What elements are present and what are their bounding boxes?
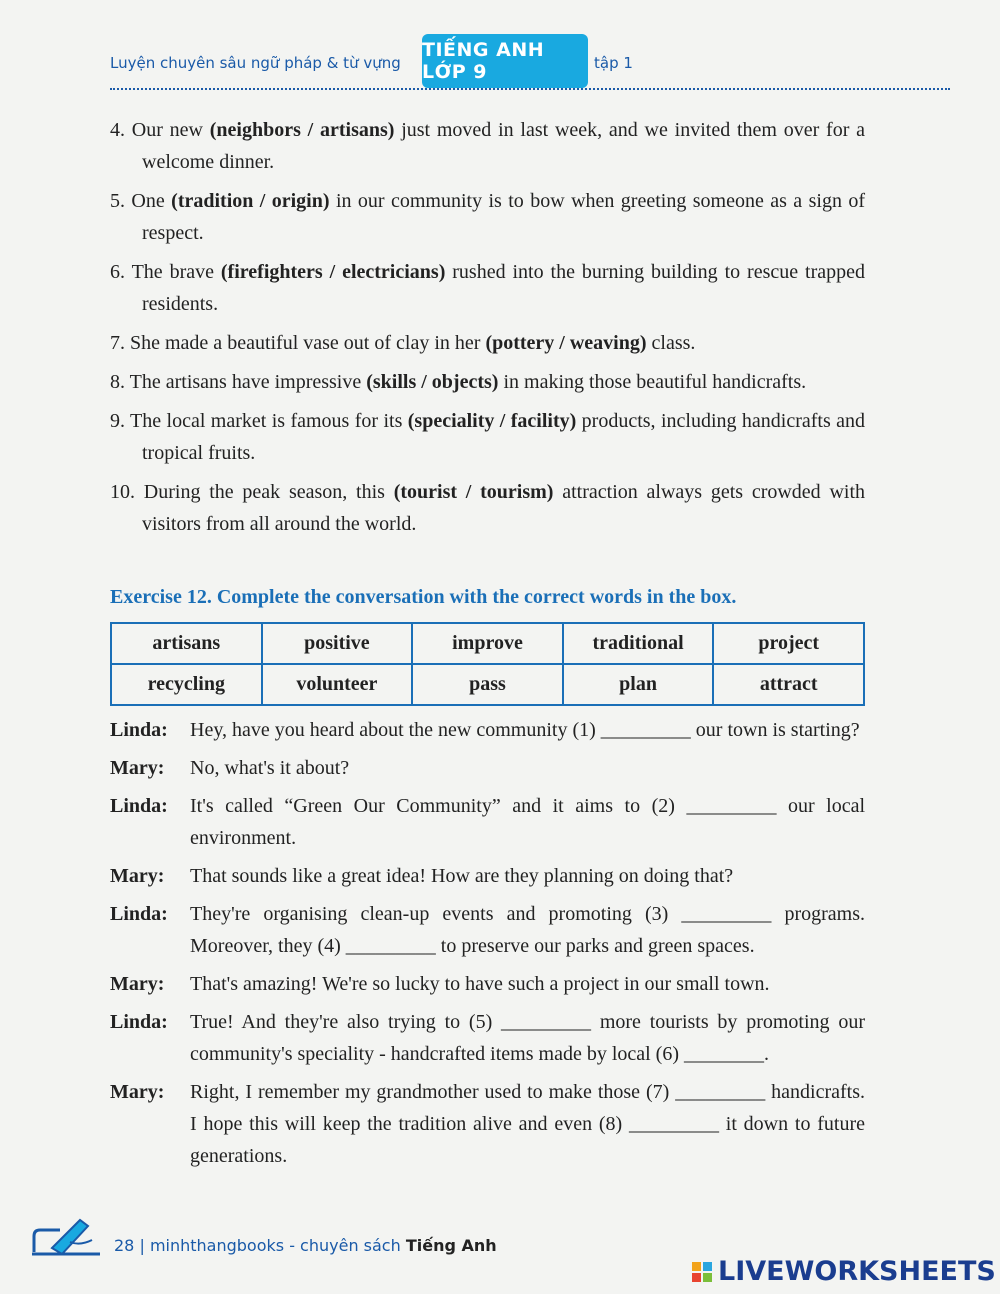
item-number: 4. <box>110 119 125 141</box>
footer-text <box>114 1236 497 1255</box>
dialogue-text: It's called “Green Our Community” and it aims to (2) _________ our local environment. <box>190 795 865 849</box>
dialogue-turn <box>110 860 865 892</box>
book-subtitle: Luyện chuyên sâu ngữ pháp & từ vựng <box>110 54 401 72</box>
dialogue-turn <box>110 1006 865 1070</box>
dialogue-text: That sounds like a great idea! How are they planning on doing that? <box>190 865 734 887</box>
exercise-item <box>110 327 865 359</box>
item-choices[interactable]: (firefighters / electricians) <box>220 261 446 283</box>
item-number: 5. <box>110 190 125 212</box>
dialogue-turn <box>110 714 865 746</box>
watermark-text: LIVEWORKSHEETS <box>718 1256 996 1287</box>
dialogue-text: No, what's it about? <box>190 757 350 779</box>
word-cell: plan <box>563 664 714 705</box>
exercise-title: Exercise 12. Complete the conversation with the correct words in the box. <box>110 586 737 608</box>
item-choices[interactable]: (neighbors / artisans) <box>209 119 395 141</box>
liveworksheets-logo-icon <box>692 1262 712 1282</box>
item-text: in making those beautiful handicrafts. <box>498 371 807 393</box>
item-text: in our community is to bow when greeting someone as a sign of respect. <box>142 190 866 244</box>
speaker-label: Mary: <box>110 865 165 887</box>
item-text: Our new <box>131 119 210 141</box>
item-number: 8. <box>110 371 125 393</box>
item-text: She made a beautiful vase out of clay in her <box>130 332 486 354</box>
item-text: products, including handicrafts and tropical fruits. <box>142 410 866 464</box>
conversation <box>110 714 865 1178</box>
item-text: The local market is famous for its <box>130 410 408 432</box>
speaker-label: Linda: <box>110 903 168 925</box>
item-text: attraction always gets crowded with visitors from all around the world. <box>142 481 866 535</box>
item-text: One <box>131 190 172 212</box>
word-row <box>111 623 864 664</box>
speaker-label: Linda: <box>110 795 168 817</box>
exercise-item <box>110 114 865 178</box>
word-cell: attract <box>713 664 864 705</box>
item-number: 10. <box>110 481 135 503</box>
item-text: class. <box>646 332 696 354</box>
dialogue-text: Hey, have you heard about the new community (1) _________ our town is starting? <box>190 719 860 741</box>
item-choices[interactable]: (skills / objects) <box>366 371 499 393</box>
item-text: The brave <box>131 261 221 283</box>
exercise-item <box>110 476 865 540</box>
item-choices[interactable]: (speciality / facility) <box>407 410 577 432</box>
word-cell: project <box>713 623 864 664</box>
speaker-label: Linda: <box>110 719 168 741</box>
dialogue-text: They're organising clean-up events and promoting (3) _________ programs. Moreover, they (4) _________ to preserve our parks and green spaces. <box>190 903 865 957</box>
word-cell: pass <box>412 664 563 705</box>
exercise-items <box>110 114 865 547</box>
dialogue-text: That's amazing! We're so lucky to have such a project in our small town. <box>190 973 770 995</box>
exercise-item <box>110 405 865 469</box>
item-text: During the peak season, this <box>143 481 394 503</box>
item-text: The artisans have impressive <box>129 371 367 393</box>
word-cell: positive <box>262 623 413 664</box>
word-cell: recycling <box>111 664 262 705</box>
speaker-label: Mary: <box>110 757 165 779</box>
item-number: 6. <box>110 261 125 283</box>
subject-name: Tiếng Anh <box>405 1236 497 1255</box>
item-text: rushed into the burning building to rescue trapped residents. <box>142 261 865 315</box>
item-number: 9. <box>110 410 125 432</box>
dialogue-text: True! And they're also trying to (5) _________ more tourists by promoting our community's speciality - handcrafted items made by local (6) ________. <box>190 1011 865 1065</box>
word-cell: improve <box>412 623 563 664</box>
item-text: just moved in last week, and we invited them over for a welcome dinner. <box>142 119 866 173</box>
item-choices[interactable]: (tourist / tourism) <box>393 481 554 503</box>
word-cell: volunteer <box>262 664 413 705</box>
item-choices[interactable]: (tradition / origin) <box>171 190 330 212</box>
dialogue-turn <box>110 898 865 962</box>
liveworksheets-watermark <box>692 1256 996 1287</box>
dialogue-turn <box>110 790 865 854</box>
page-number: 28 <box>114 1236 135 1255</box>
exercise-item <box>110 256 865 320</box>
speaker-label: Mary: <box>110 1081 165 1103</box>
dialogue-turn <box>110 968 865 1000</box>
dialogue-turn <box>110 752 865 784</box>
item-choices[interactable]: (pottery / weaving) <box>485 332 647 354</box>
word-cell: artisans <box>111 623 262 664</box>
header-divider <box>110 88 950 90</box>
exercise-item <box>110 185 865 249</box>
speaker-label: Mary: <box>110 973 165 995</box>
word-cell: traditional <box>563 623 714 664</box>
page-header <box>110 34 950 94</box>
exercise-item <box>110 366 865 398</box>
item-number: 7. <box>110 332 125 354</box>
grade-badge: TIẾNG ANH LỚP 9 <box>422 34 588 88</box>
word-row <box>111 664 864 705</box>
dialogue-text: Right, I remember my grandmother used to make those (7) _________ handicrafts. I hope this will keep the tradition alive and even (8) _________ it down to future generations. <box>190 1081 865 1167</box>
footer-separator: | <box>139 1236 145 1255</box>
page-footer <box>30 1212 590 1262</box>
publisher-name: minhthangbooks - chuyên sách <box>149 1236 401 1255</box>
writing-hand-icon <box>30 1212 106 1258</box>
volume-label: tập 1 <box>594 54 633 72</box>
dialogue-turn <box>110 1076 865 1172</box>
word-box <box>110 622 865 706</box>
speaker-label: Linda: <box>110 1011 168 1033</box>
